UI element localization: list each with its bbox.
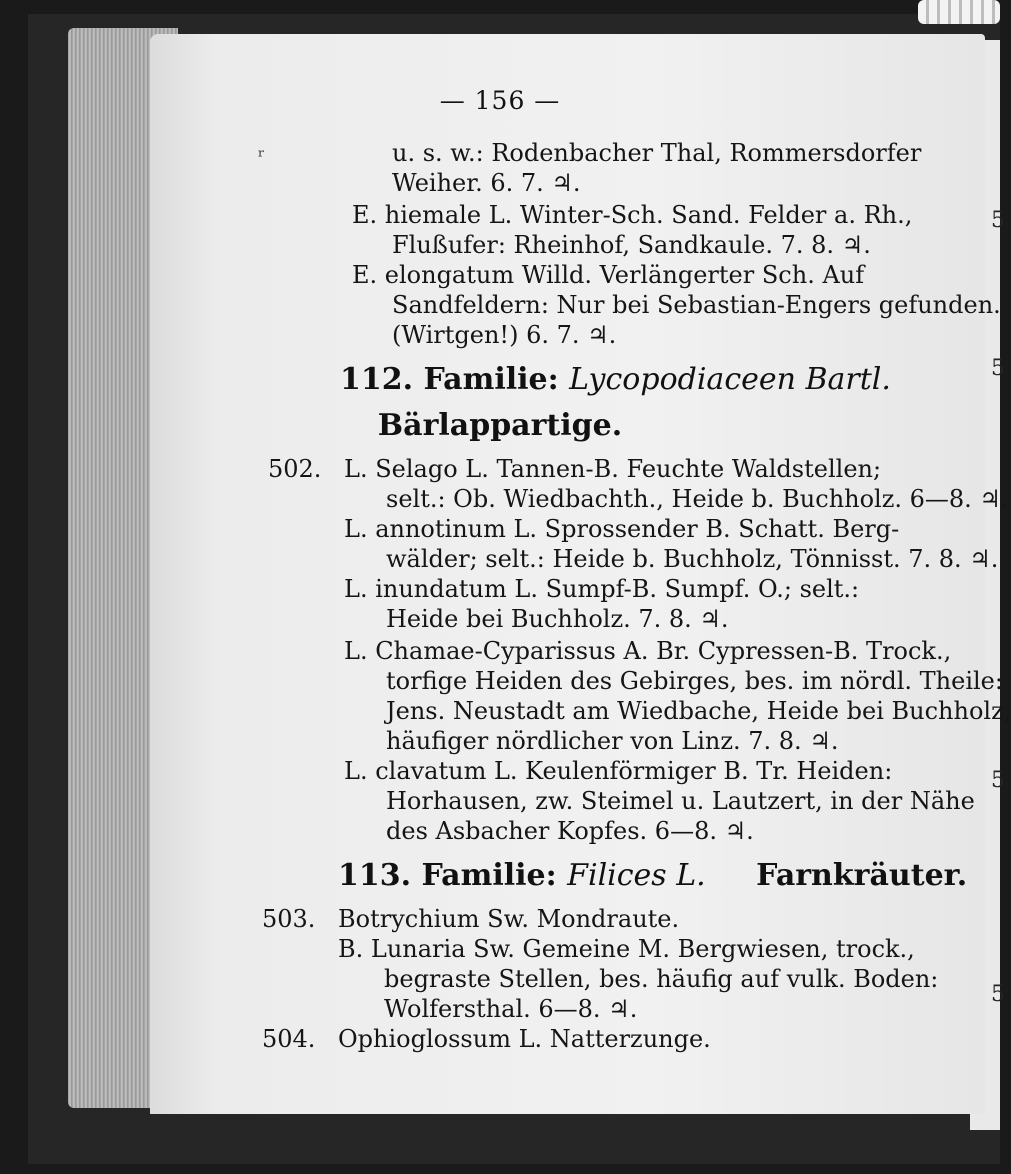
entry-line: begraste Stellen, bes. häufig auf vulk. Boden: bbox=[384, 965, 939, 993]
entry-line: 502. L. Selago L. Tannen-B. Feuchte Waldstellen; bbox=[268, 455, 882, 483]
entry-line: häufiger nördlicher von Linz. 7. 8. ♃. bbox=[386, 727, 839, 755]
family-title: 112. Familie: bbox=[340, 362, 559, 397]
entry-line: L. annotinum L. Sprossender B. Schatt. Berg- bbox=[344, 515, 900, 543]
family-german-name: Farnkräuter. bbox=[756, 858, 968, 893]
entry-line: L. Chamae-Cyparissus A. Br. Cypressen-B. Trock., bbox=[344, 637, 952, 665]
family-german-name: Bärlappartige. bbox=[377, 408, 623, 443]
entry-line: L. clavatum L. Keulenförmiger B. Tr. Heiden: bbox=[344, 757, 893, 785]
text-line: Sandfeldern: Nur bei Sebastian-Engers gefunden. bbox=[392, 291, 1001, 319]
text-line: u. s. w.: Rodenbacher Thal, Rommersdorfer bbox=[392, 139, 922, 167]
entry-line: torfige Heiden des Gebirges, bes. im nördl. Theile: bbox=[386, 667, 1003, 695]
entry-line: B. Lunaria Sw. Gemeine M. Bergwiesen, trock., bbox=[338, 935, 915, 963]
entry-line: selt.: Ob. Wiedbachth., Heide b. Buchholz. 6—8. ♃. bbox=[386, 485, 1009, 513]
text-line: E. elongatum Willd. Verlängerter Sch. Auf bbox=[352, 261, 865, 289]
text-line: E. hiemale L. Winter-Sch. Sand. Felder a. Rh., bbox=[352, 201, 913, 229]
entry-line: wälder; selt.: Heide b. Buchholz, Tönnisst. 7. 8. ♃. bbox=[386, 545, 999, 573]
family-latin-name: Filices L. bbox=[567, 858, 706, 893]
family-title: 113. Familie: bbox=[338, 858, 557, 893]
entry-line: Horhausen, zw. Steimel u. Lautzert, in der Nähe bbox=[386, 787, 975, 815]
edge-number: 5 bbox=[991, 356, 1005, 381]
bookmark-ribbon bbox=[918, 0, 1000, 24]
family-latin-name: Lycopodiaceen Bartl. bbox=[569, 362, 891, 397]
entry-line: Wolfersthal. 6—8. ♃. bbox=[384, 995, 638, 1023]
text-line: Weiher. 6. 7. ♃. bbox=[392, 169, 581, 197]
entry-number: 502. bbox=[268, 455, 322, 483]
edge-number: 5 bbox=[991, 768, 1005, 793]
entry-line: des Asbacher Kopfes. 6—8. ♃. bbox=[386, 817, 754, 845]
edge-number: 5 bbox=[991, 982, 1005, 1007]
entry-line: Heide bei Buchholz. 7. 8. ♃. bbox=[386, 605, 729, 633]
margin-mark: ʳ bbox=[258, 144, 265, 168]
family-heading bbox=[338, 858, 967, 893]
text-line: Flußufer: Rheinhof, Sandkaule. 7. 8. ♃. bbox=[392, 231, 871, 259]
entry-line: 503. Botrychium Sw. Mondraute. bbox=[262, 905, 680, 933]
entry-line: L. inundatum L. Sumpf-B. Sumpf. O.; selt.: bbox=[344, 575, 860, 603]
edge-number: 5 bbox=[991, 208, 1005, 233]
family-heading bbox=[340, 362, 891, 397]
entry-line: Jens. Neustadt am Wiedbache, Heide bei Buchholz, bbox=[386, 697, 1011, 725]
text-line: (Wirtgen!) 6. 7. ♃. bbox=[392, 321, 617, 349]
entry-number: 504. bbox=[262, 1025, 316, 1053]
entry-line: 504. Ophioglossum L. Natterzunge. bbox=[262, 1025, 711, 1053]
entry-number: 503. bbox=[262, 905, 316, 933]
page-number: — 156 — bbox=[439, 86, 561, 115]
